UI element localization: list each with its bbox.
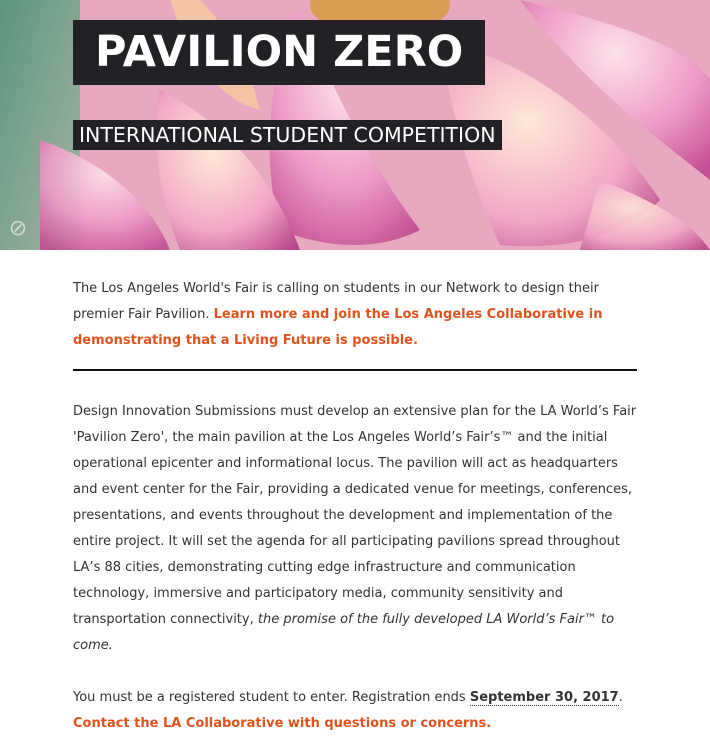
- intro-text: The Los Angeles World's Fair is calling on students in our Network to design their premier Fair Pavilion.: [73, 281, 599, 322]
- page-title: PAVILION ZERO: [73, 20, 485, 85]
- body-text: Design Innovation Submissions must develop an extensive plan for the LA World’s Fair 'Pavilion Zero', the main pavilion at the Los Angeles World’s Fair’s™ and the initial operational epicenter and informational locus. The pavilion will act as headquarters and event center for the Fair, providing a dedicated venue for meetings, conferences, presentations, and events throughout the development and implementation of the entire project. It will set the agenda for all participating pavilions spread throughout LA’s 88 cities, demonstrating cutting edge infrastructure and communication technology, immersive and participatory media, community sensitivity and transportation connectivity,: [73, 404, 637, 627]
- main-content: [73, 276, 637, 737]
- contact-link[interactable]: Contact the LA Collaborative with questions or concerns.: [73, 716, 492, 731]
- page-subtitle: INTERNATIONAL STUDENT COMPETITION: [73, 120, 502, 150]
- registration-paragraph: [73, 685, 637, 737]
- registration-text: You must be a registered student to enter. Registration ends: [73, 690, 466, 705]
- body-paragraph: [73, 399, 637, 659]
- hero-banner: [0, 0, 710, 250]
- registration-period: .: [618, 690, 623, 705]
- registration-deadline: September 30, 2017: [469, 690, 619, 705]
- divider: [73, 369, 637, 371]
- intro-paragraph: [73, 276, 637, 354]
- learn-more-link[interactable]: Learn more and join the Los Angeles Collaborative in demonstrating that a Living Future is possible.: [73, 307, 603, 348]
- body-italic-text: the promise of the fully developed LA World’s Fair™ to come.: [73, 612, 615, 653]
- watermark-icon: ⊘: [8, 216, 28, 241]
